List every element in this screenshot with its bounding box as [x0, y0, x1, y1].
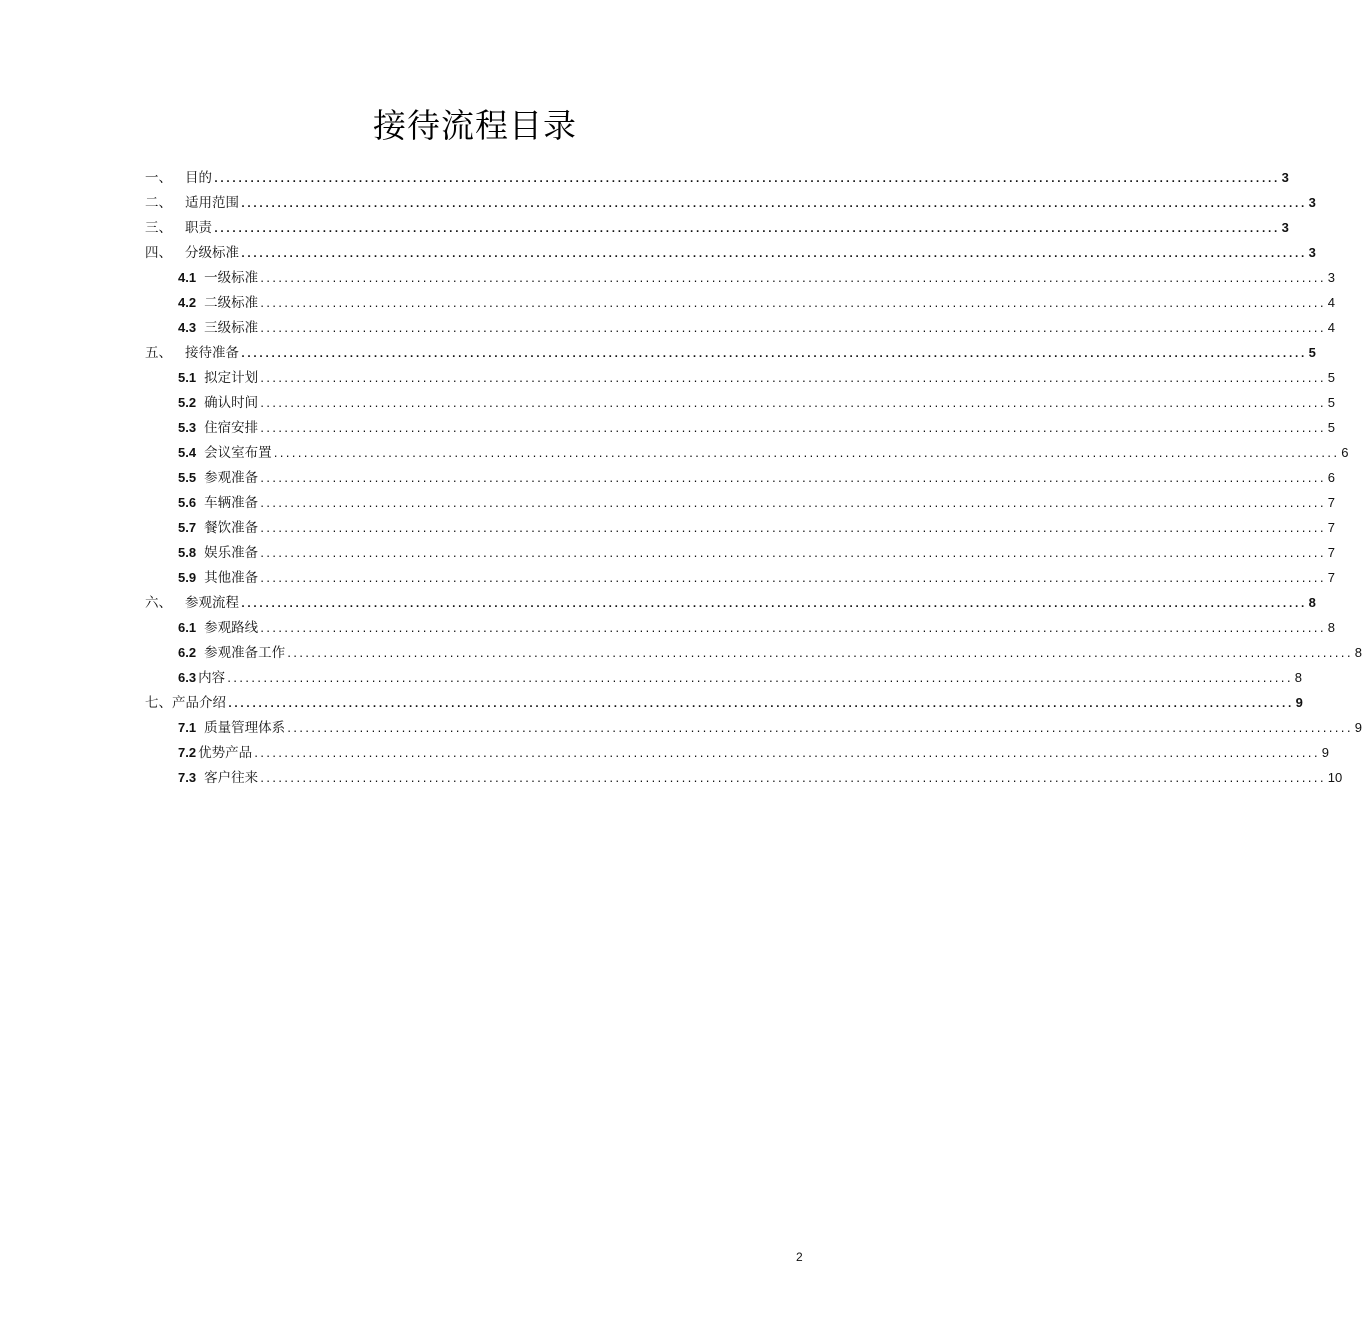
toc-entry-title: 其他准备	[204, 570, 259, 586]
toc-entry-number: 7.2	[178, 745, 197, 760]
toc-entry-number: 六、	[145, 595, 172, 611]
toc-entry-page: 3	[1281, 220, 1289, 235]
toc-entry-4-1[interactable]	[178, 267, 1335, 289]
toc-entry-number: 6.3	[178, 670, 197, 685]
toc-entry-number: 5.4	[178, 445, 197, 460]
toc-entry-page: 8	[1327, 620, 1335, 635]
toc-leader-dots: .................................................................................................................................................................................	[259, 324, 1325, 335]
toc-leader-dots: .................................................................................................................................................................................	[259, 624, 1325, 635]
toc-entry-6-3[interactable]	[178, 667, 1302, 689]
toc-entry-5-7[interactable]	[178, 517, 1335, 539]
toc-leader-dots: .................................................................................................................................................................................	[259, 524, 1325, 535]
toc-entry-7[interactable]	[145, 692, 1303, 714]
toc-entry-title: 适用范围	[185, 195, 239, 211]
toc-entry-page: 10	[1327, 770, 1343, 785]
toc-entry-2[interactable]	[145, 192, 1316, 214]
toc-entry-4[interactable]	[145, 242, 1316, 264]
toc-entry-5[interactable]	[145, 342, 1316, 364]
toc-entry-number: 七、	[145, 695, 172, 711]
toc-leader-dots: .................................................................................................................................................................................	[286, 649, 1352, 660]
toc-entry-3[interactable]	[145, 217, 1289, 239]
toc-entry-7-3[interactable]	[178, 767, 1343, 789]
toc-leader-dots: .................................................................................................................................................................................	[259, 574, 1325, 585]
toc-entry-4-3[interactable]	[178, 317, 1335, 339]
toc-entry-title: 住宿安排	[204, 420, 259, 436]
toc-leader-dots: .................................................................................................................................................................................	[259, 274, 1325, 285]
toc-entry-6[interactable]	[145, 592, 1316, 614]
toc-entry-7-2[interactable]	[178, 742, 1329, 764]
toc-entry-5-5[interactable]	[178, 467, 1335, 489]
toc-leader-dots: .................................................................................................................................................................................	[240, 249, 1306, 260]
toc-entry-title: 分级标准	[185, 245, 239, 261]
toc-entry-title: 参观准备工作	[204, 645, 286, 661]
toc-entry-5-4[interactable]	[178, 442, 1349, 464]
toc-leader-dots: .................................................................................................................................................................................	[259, 299, 1325, 310]
toc-entry-page: 8	[1294, 670, 1302, 685]
toc-entry-5-1[interactable]	[178, 367, 1335, 389]
toc-entry-page: 6	[1341, 445, 1349, 460]
toc-entry-page: 3	[1327, 270, 1335, 285]
toc-entry-number: 5.6	[178, 495, 197, 510]
toc-entry-1[interactable]	[145, 167, 1289, 189]
toc-entry-number: 4.1	[178, 270, 197, 285]
toc-entry-number: 6.2	[178, 645, 197, 660]
toc-leader-dots: .................................................................................................................................................................................	[259, 549, 1325, 560]
toc-leader-dots: .................................................................................................................................................................................	[259, 474, 1325, 485]
toc-entry-page: 3	[1308, 195, 1316, 210]
toc-entry-number: 7.3	[178, 770, 197, 785]
toc-entry-5-3[interactable]	[178, 417, 1335, 439]
toc-leader-dots: .................................................................................................................................................................................	[259, 424, 1325, 435]
toc-entry-page: 8	[1308, 595, 1316, 610]
toc-entry-title: 参观准备	[204, 470, 259, 486]
toc-entry-title: 职责	[185, 220, 212, 236]
toc-entry-number: 5.8	[178, 545, 197, 560]
toc-entry-5-8[interactable]	[178, 542, 1335, 564]
toc-entry-number: 5.1	[178, 370, 197, 385]
toc-entry-title: 一级标准	[204, 270, 259, 286]
toc-entry-4-2[interactable]	[178, 292, 1335, 314]
toc-entry-page: 7	[1327, 570, 1335, 585]
toc-entry-number: 4.2	[178, 295, 197, 310]
toc-entry-page: 5	[1327, 420, 1335, 435]
toc-leader-dots: .................................................................................................................................................................................	[286, 724, 1352, 735]
toc-entry-title: 参观路线	[204, 620, 259, 636]
toc-entry-title: 客户往来	[204, 770, 259, 786]
toc-entry-number: 5.3	[178, 420, 197, 435]
toc-entry-title: 产品介绍	[172, 695, 226, 711]
toc-leader-dots: .................................................................................................................................................................................	[240, 599, 1306, 610]
toc-leader-dots: .................................................................................................................................................................................	[240, 349, 1306, 360]
toc-leader-dots: .................................................................................................................................................................................	[213, 224, 1279, 235]
toc-entry-5-9[interactable]	[178, 567, 1335, 589]
toc-entry-page: 9	[1321, 745, 1329, 760]
toc-entry-number: 5.9	[178, 570, 197, 585]
toc-entry-page: 3	[1308, 245, 1316, 260]
toc-entry-title: 二级标准	[204, 295, 259, 311]
toc-entry-page: 5	[1308, 345, 1316, 360]
toc-entry-page: 4	[1327, 320, 1335, 335]
toc-entry-number: 一、	[145, 170, 172, 186]
toc-entry-6-2[interactable]	[178, 642, 1362, 664]
toc-entry-page: 7	[1327, 495, 1335, 510]
toc-entry-title: 质量管理体系	[204, 720, 286, 736]
toc-entry-number: 5.2	[178, 395, 197, 410]
toc-entry-5-2[interactable]	[178, 392, 1335, 414]
toc-leader-dots: .................................................................................................................................................................................	[259, 399, 1325, 410]
toc-leader-dots: .................................................................................................................................................................................	[213, 174, 1279, 185]
toc-entry-page: 4	[1327, 295, 1335, 310]
toc-entry-page: 5	[1327, 395, 1335, 410]
toc-entry-title: 参观流程	[185, 595, 239, 611]
toc-entry-title: 目的	[185, 170, 212, 186]
toc-entry-title: 接待准备	[185, 345, 239, 361]
toc-leader-dots: .................................................................................................................................................................................	[259, 499, 1325, 510]
toc-entry-page: 5	[1327, 370, 1335, 385]
page-number: 2	[796, 1250, 803, 1264]
toc-entry-title: 会议室布置	[204, 445, 272, 461]
toc-leader-dots: .................................................................................................................................................................................	[272, 449, 1339, 460]
toc-leader-dots: .................................................................................................................................................................................	[227, 699, 1293, 710]
toc-entry-number: 6.1	[178, 620, 197, 635]
toc-entry-number: 7.1	[178, 720, 197, 735]
toc-leader-dots: .................................................................................................................................................................................	[226, 674, 1292, 685]
toc-entry-page: 7	[1327, 545, 1335, 560]
toc-entry-title: 内容	[198, 670, 226, 686]
toc-entry-5-6[interactable]	[178, 492, 1335, 514]
toc-entry-number: 四、	[145, 245, 172, 261]
toc-leader-dots: .................................................................................................................................................................................	[259, 374, 1325, 385]
toc-entry-number: 二、	[145, 195, 172, 211]
toc-entry-title: 餐饮准备	[204, 520, 259, 536]
toc-entry-page: 8	[1354, 645, 1362, 660]
toc-entry-6-1[interactable]	[178, 617, 1335, 639]
toc-entry-page: 3	[1281, 170, 1289, 185]
toc-entry-7-1[interactable]	[178, 717, 1362, 739]
toc-entry-number: 5.5	[178, 470, 197, 485]
toc-entry-number: 4.3	[178, 320, 197, 335]
toc-entry-page: 6	[1327, 470, 1335, 485]
toc-leader-dots: .................................................................................................................................................................................	[253, 749, 1319, 760]
toc-entry-number: 三、	[145, 220, 172, 236]
toc-leader-dots: .................................................................................................................................................................................	[259, 774, 1325, 785]
toc-entry-title: 确认时间	[204, 395, 259, 411]
toc-entry-title: 拟定计划	[204, 370, 259, 386]
toc-entry-title: 三级标准	[204, 320, 259, 336]
toc-entry-number: 5.7	[178, 520, 197, 535]
toc-entry-page: 9	[1295, 695, 1303, 710]
toc-entry-number: 五、	[145, 345, 172, 361]
toc-entry-page: 7	[1327, 520, 1335, 535]
toc-entry-title: 车辆准备	[204, 495, 259, 511]
toc-entry-title: 娱乐准备	[204, 545, 259, 561]
toc-entry-page: 9	[1354, 720, 1362, 735]
document-title: 接待流程目录	[373, 106, 577, 145]
toc-leader-dots: .................................................................................................................................................................................	[240, 199, 1306, 210]
toc-entry-title: 优势产品	[198, 745, 253, 761]
